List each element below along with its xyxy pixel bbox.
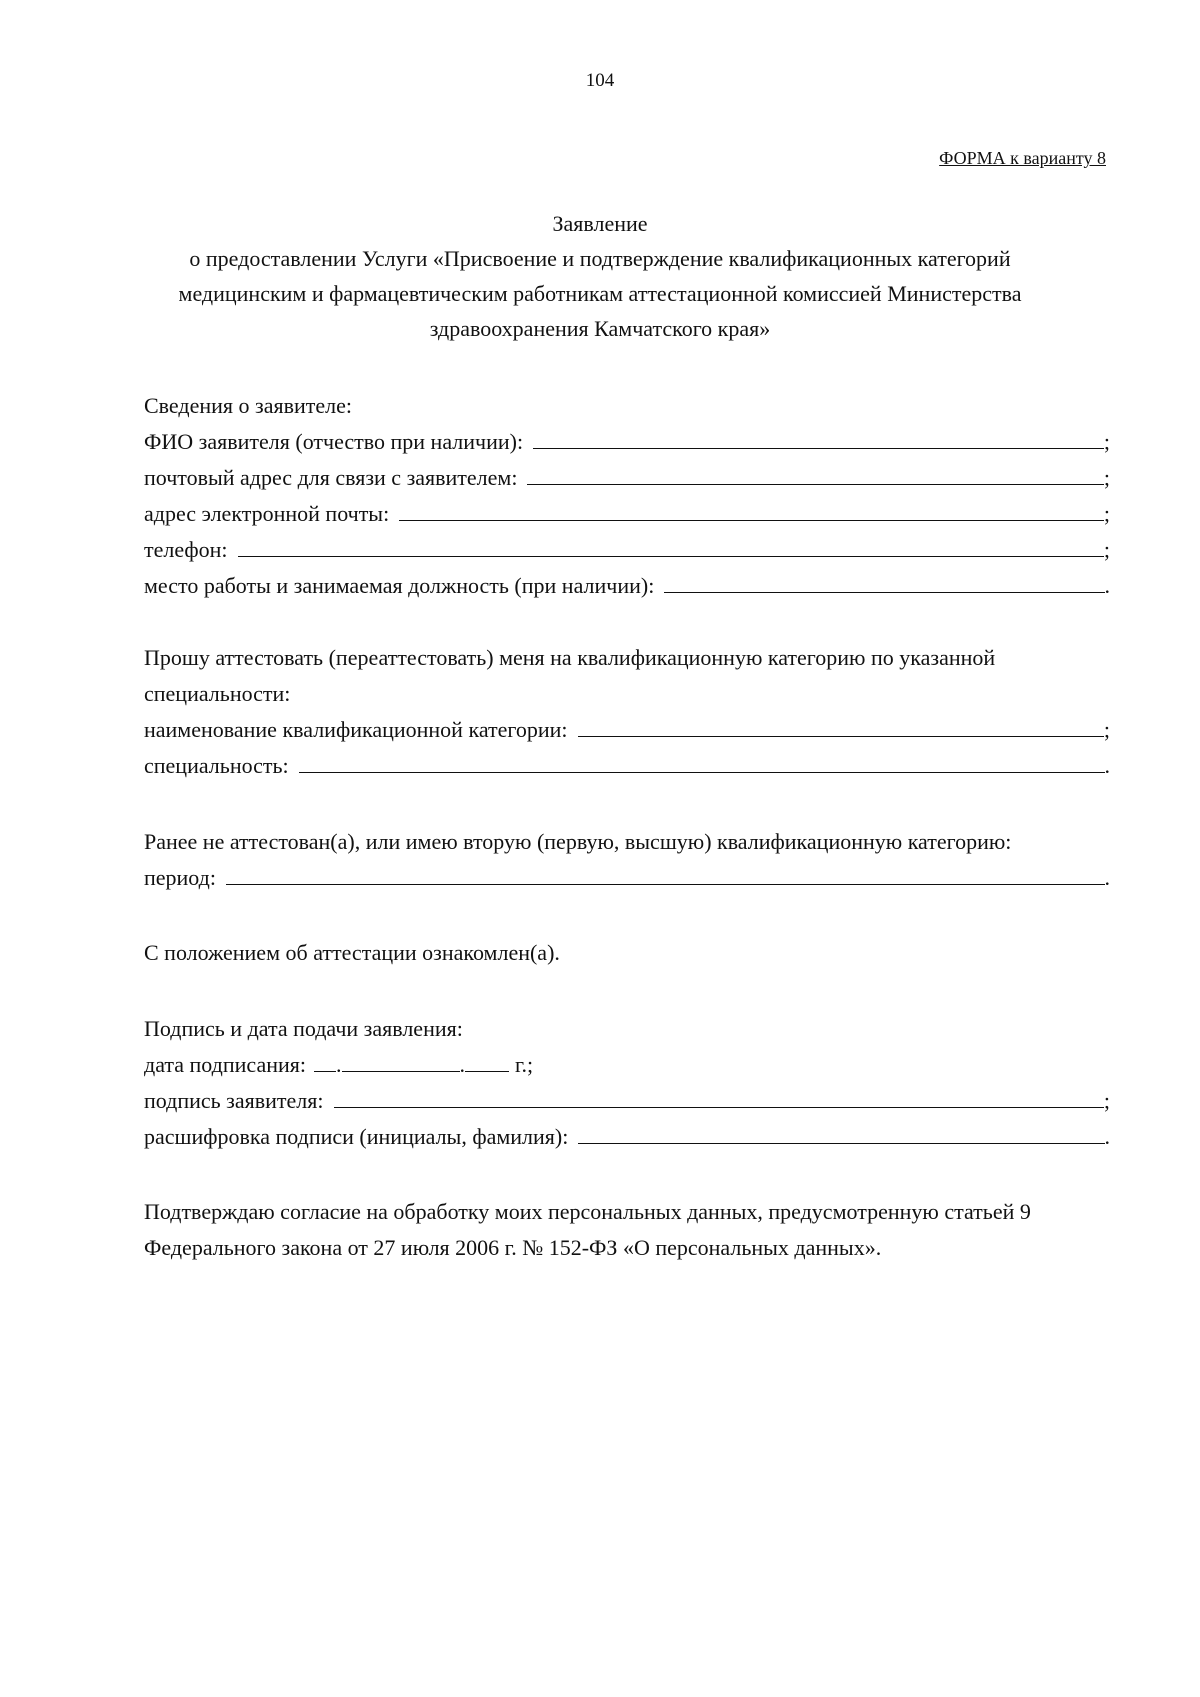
specialty-blank-line[interactable] — [299, 752, 1105, 773]
date-separator: . — [459, 1052, 465, 1077]
address-label: почтовый адрес для связи с заявителем: — [144, 465, 518, 490]
fio-blank-line[interactable] — [533, 428, 1104, 449]
period-field-row — [144, 863, 1110, 893]
decoding-label: расшифровка подписи (инициалы, фамилия): — [144, 1124, 569, 1149]
page-number: 104 — [585, 70, 615, 91]
decoding-field-row — [144, 1122, 1110, 1152]
category-field-row — [144, 715, 1110, 745]
specialty-field-row — [144, 751, 1110, 781]
phone-blank-line[interactable] — [238, 536, 1104, 557]
date-field-row — [144, 1050, 533, 1080]
line-end-punct: ; — [1103, 465, 1110, 490]
line-end-punct: . — [1104, 1124, 1110, 1149]
address-field-row — [144, 463, 1110, 493]
phone-field-row — [144, 535, 1110, 565]
work-label: место работы и занимаемая должность (при наличии): — [144, 573, 655, 598]
heading-line: здравоохранения Камчатского края» — [429, 316, 771, 341]
fio-field-row — [144, 427, 1110, 457]
consent-text: Подтверждаю согласие на обработку моих персональных данных, предусмотренную статьей 9 Федерального закона от 27 июля 2006 г. № 152-ФЗ «О персональных данных». — [144, 1199, 1031, 1260]
line-end-punct: . — [1104, 573, 1110, 598]
email-field-row — [144, 499, 1110, 529]
heading-title: Заявление — [552, 211, 648, 236]
form-reference: ФОРМА к варианту 8 — [939, 148, 1106, 168]
line-end-punct: ; — [1103, 429, 1110, 454]
period-label: период: — [144, 865, 216, 890]
work-field-row — [144, 571, 1110, 601]
line-end-punct: ; — [1103, 1088, 1110, 1113]
category-blank-line[interactable] — [578, 716, 1104, 737]
phone-label: телефон: — [144, 537, 228, 562]
email-label: адрес электронной почты: — [144, 501, 390, 526]
line-end-punct: ; — [1103, 537, 1110, 562]
signature-label: подпись заявителя: — [144, 1088, 324, 1113]
signature-section-label: Подпись и дата подачи заявления: — [144, 1016, 463, 1041]
date-year-suffix: г.; — [515, 1052, 534, 1077]
fio-label: ФИО заявителя (отчество при наличии): — [144, 429, 524, 454]
date-day-blank[interactable] — [314, 1051, 336, 1072]
heading-line: о предоставлении Услуги «Присвоение и подтверждение квалификационных категорий — [189, 246, 1011, 271]
decoding-blank-line[interactable] — [578, 1123, 1104, 1144]
applicant-section-label: Сведения о заявителе: — [144, 393, 353, 418]
date-month-blank[interactable] — [342, 1051, 460, 1072]
address-blank-line[interactable] — [527, 464, 1103, 485]
category-label: наименование квалификационной категории: — [144, 717, 568, 742]
document-heading — [100, 206, 1100, 346]
date-year-blank[interactable] — [465, 1051, 509, 1072]
previous-text: Ранее не аттестован(а), или имею вторую (первую, высшую) квалификационную категорию: — [144, 829, 1012, 854]
line-end-punct: . — [1104, 753, 1110, 778]
acknowledgement-text: С положением об аттестации ознакомлен(а). — [144, 940, 560, 965]
period-blank-line[interactable] — [226, 864, 1105, 885]
heading-line: медицинским и фармацевтическим работникам аттестационной комиссией Министерства — [178, 281, 1022, 306]
signature-field-row — [144, 1086, 1110, 1116]
date-label: дата подписания: — [144, 1052, 306, 1077]
request-text: Прошу аттестовать (переаттестовать) меня на квалификационную категорию по указанной специальности: — [144, 645, 996, 706]
line-end-punct: ; — [1103, 501, 1110, 526]
signature-blank-line[interactable] — [334, 1087, 1104, 1108]
line-end-punct: . — [1104, 865, 1110, 890]
date-separator: . — [336, 1052, 342, 1077]
line-end-punct: ; — [1103, 717, 1110, 742]
specialty-label: специальность: — [144, 753, 289, 778]
work-blank-line[interactable] — [664, 572, 1104, 593]
email-blank-line[interactable] — [399, 500, 1104, 521]
